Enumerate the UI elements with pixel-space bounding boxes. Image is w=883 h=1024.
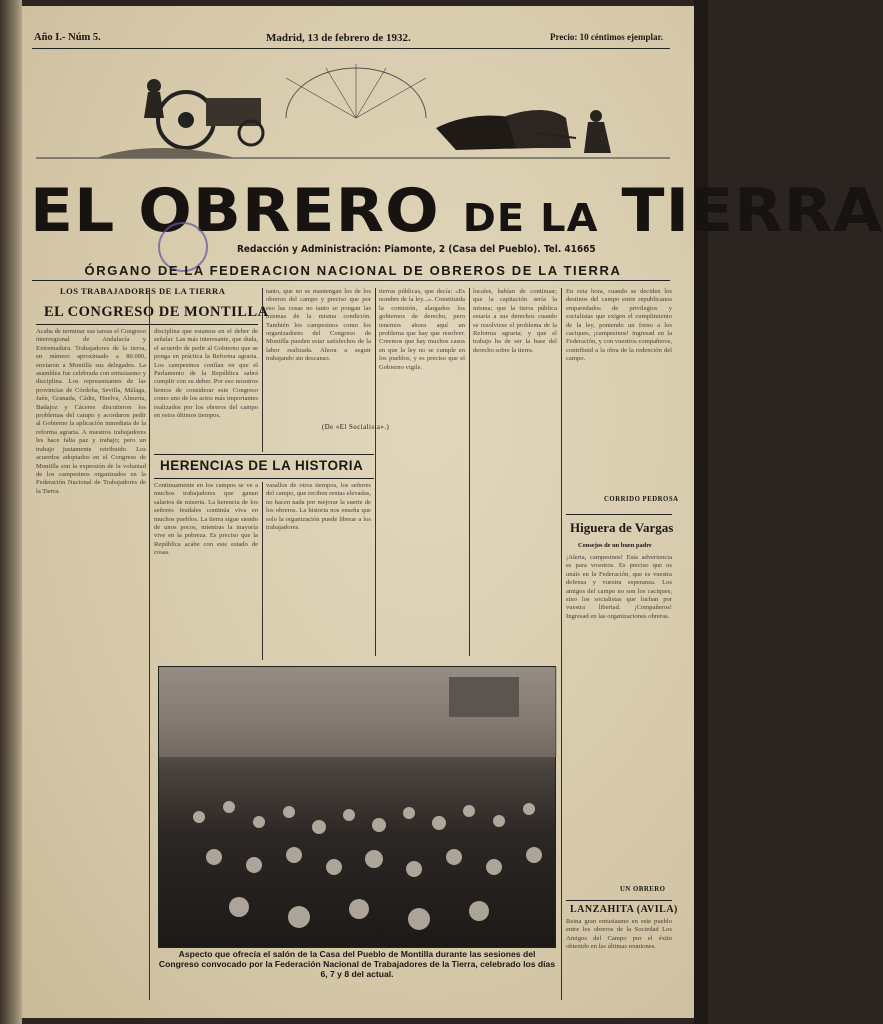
headline-rule: [36, 324, 258, 325]
newspaper-title: [30, 176, 883, 246]
issue-date: Madrid, 13 de febrero de 1932.: [266, 32, 411, 44]
column-divider: [469, 288, 470, 656]
section-rule: [154, 478, 374, 479]
congreso-column-2: disciplina que estamos en el deber de señalar. Las más interesante, que duda, el acuerdo de pedir al Gobierno que se ponga en práctica la Reforma agraria. Los campesinos confían en que el Parlamento de la República sabrá cumplir con su deber. Por eso nosotros hemos de considerar este Congreso como uno de los actos más importantes realizados por los obreros del campo en estos últimos tiempos.: [154, 328, 258, 420]
issue-price: Precio: 10 céntimos ejemplar.: [550, 32, 663, 42]
congreso-column-3: tanto, que no se mantengan los de los obreros del campo y preciso que por eso las cosas no tanto se pongan las mismas de la misma condición. También los campesinos como los organizadores del Congreso de Montilla pueden estar satisfechos de la labor realizada. Ahora a seguir trabajando sin descanso.: [266, 288, 371, 363]
side-column-text: En esta hora, cuando se deciden los destinos del campo entre republicanos emparedados de privilegios y socialistas que exigen el cumplimiento de la ley, poniendo un freno a los caciques, ¡campesinos! ingresad en la Federación, y con vuestros compañeros, contribuid a la obra de la redención del campo.: [566, 288, 672, 363]
section-rule: [566, 514, 672, 515]
organ-rule: [32, 280, 670, 281]
newspaper-page: [22, 6, 883, 1018]
historia-source: (De «El Socialista».): [322, 424, 390, 431]
higuera-subtitle: Consejos de un buen padre: [578, 542, 652, 549]
congreso-column-1: Acaba de terminar sus tareas el Congreso interregional de Andalucía y Extremadura. Trabajadores de la tierra, en número aproximado a 80.000, enviaron a Montilla sus delegados. La asamblea fue celebrada con entusiasmo y disciplina. Los representantes de las provincias de Córdoba, Sevilla, Málaga, Jaén, Granada, Cádiz, Huelva, Almería, Badajoz y Cáceres discutieron los problemas del campo y acordaron pedir al Gobierno la aplicación inmediata de la reforma agraria. A nuestros trabajadores les hace falta paz y trabajo; pero un trabajo justamente retribuido. Los acuerdos adoptados en el Congreso de Montilla son la expresión de la voluntad de los campesinos organizados en la Federación Nacional de Trabajadores de la Tierra.: [36, 328, 146, 495]
masthead-illustration: [36, 58, 670, 176]
column-divider: [149, 288, 150, 1000]
historia-column-2: vasallos de otros tiempos, los señores del campo, que reciben rentas elevadas, no hacen nada por mejorar la suerte de los obreros. La historia nos enseña que solo la organización puede liberar a los trabajadores.: [266, 482, 371, 532]
column-divider: [561, 288, 562, 1000]
section-rule: [566, 900, 672, 901]
higuera-headline: Higuera de Vargas: [570, 520, 674, 535]
title-word-2: DE LA: [462, 196, 599, 240]
article-kicker: LOS TRABAJADORES DE LA TIERRA: [60, 286, 226, 296]
historia-headline: HERENCIAS DE LA HISTORIA: [160, 458, 364, 473]
title-word-1: EL OBRERO: [30, 176, 440, 246]
congreso-column-4: tierras públicas, que decía: «Es nombre de la ley...». Constituida la comisión, alargados los gobiernos de derecho, pero tenemos ahora aquí un problema que hay que resolver. Creemos que hay muchos casos en que la ley no se cumple en los pueblos, y es preciso que el Gobierno vigile.: [379, 288, 465, 371]
congress-photo: [158, 666, 556, 948]
higuera-signature: UN OBRERO: [620, 886, 666, 893]
higuera-text: ¡Alerta, campesinos! Esta advertencia es para vosotros. Es preciso que os unáis en la Federación, que es vuestra defensa y vuestra esperanza. Los amigos del campo no son los caciques, sino los socialistas que luchan por vuestra libertad. ¡Compañeros! Ingresad en las organizaciones obreras.: [566, 554, 672, 620]
crowd-illustration: [159, 667, 557, 949]
organ-line: ÓRGANO DE LA FEDERACION NACIONAL DE OBREROS DE LA TIERRA: [84, 263, 622, 278]
congreso-headline: EL CONGRESO DE MONTILLA: [44, 304, 269, 320]
historia-column-1: Continuamente en los campos se ve a muchos trabajadores que ganan salarios de miseria. La herencia de los señores feudales continúa viva en muchos pueblos. La tierra sigue siendo de unos pocos, mientras la mayoría vive en la pobreza. Es preciso que la República acabe con este estado de cosas.: [154, 482, 258, 557]
congreso-column-5: locales, habían de continuar; que la capitación sería la misma; que la tierra pública estaría a sus derechos cuando se resolviese el problema de la Reforma agraria; y que el trabajo ha de ser la base del derecho sobre la tierra.: [473, 288, 557, 354]
administration-line: Redacción y Administración: Piamonte, 2 (Casa del Pueblo). Tel. 41665: [237, 244, 596, 255]
section-rule: [154, 454, 374, 455]
header-rule: [32, 48, 670, 49]
column-divider: [262, 482, 263, 660]
lanzahita-text: Reina gran entusiasmo en este pueblo entre los obreros de la Sociedad Los Amigos del Campo por el éxito obtenido en las últimas reuniones.: [566, 918, 672, 951]
issue-number: Año I.- Núm 5.: [34, 32, 101, 43]
column-divider: [375, 288, 376, 656]
column-divider: [262, 288, 263, 452]
photo-caption: Aspecto que ofrecía el salón de la Casa del Pueblo de Montilla durante las sesiones del Congreso convocado por la Federación Nacional de Trabajadores de la Tierra, celebrado los días 6, 7 y 8 del actual.: [158, 949, 556, 979]
side-signature: CORRIDO PEDROSA: [604, 496, 679, 503]
lanzahita-headline: LANZAHITA (AVILA): [570, 904, 678, 915]
scan-edge: [694, 0, 708, 1024]
title-word-3: TIERRA: [621, 176, 883, 246]
binding-edge: [0, 0, 22, 1024]
